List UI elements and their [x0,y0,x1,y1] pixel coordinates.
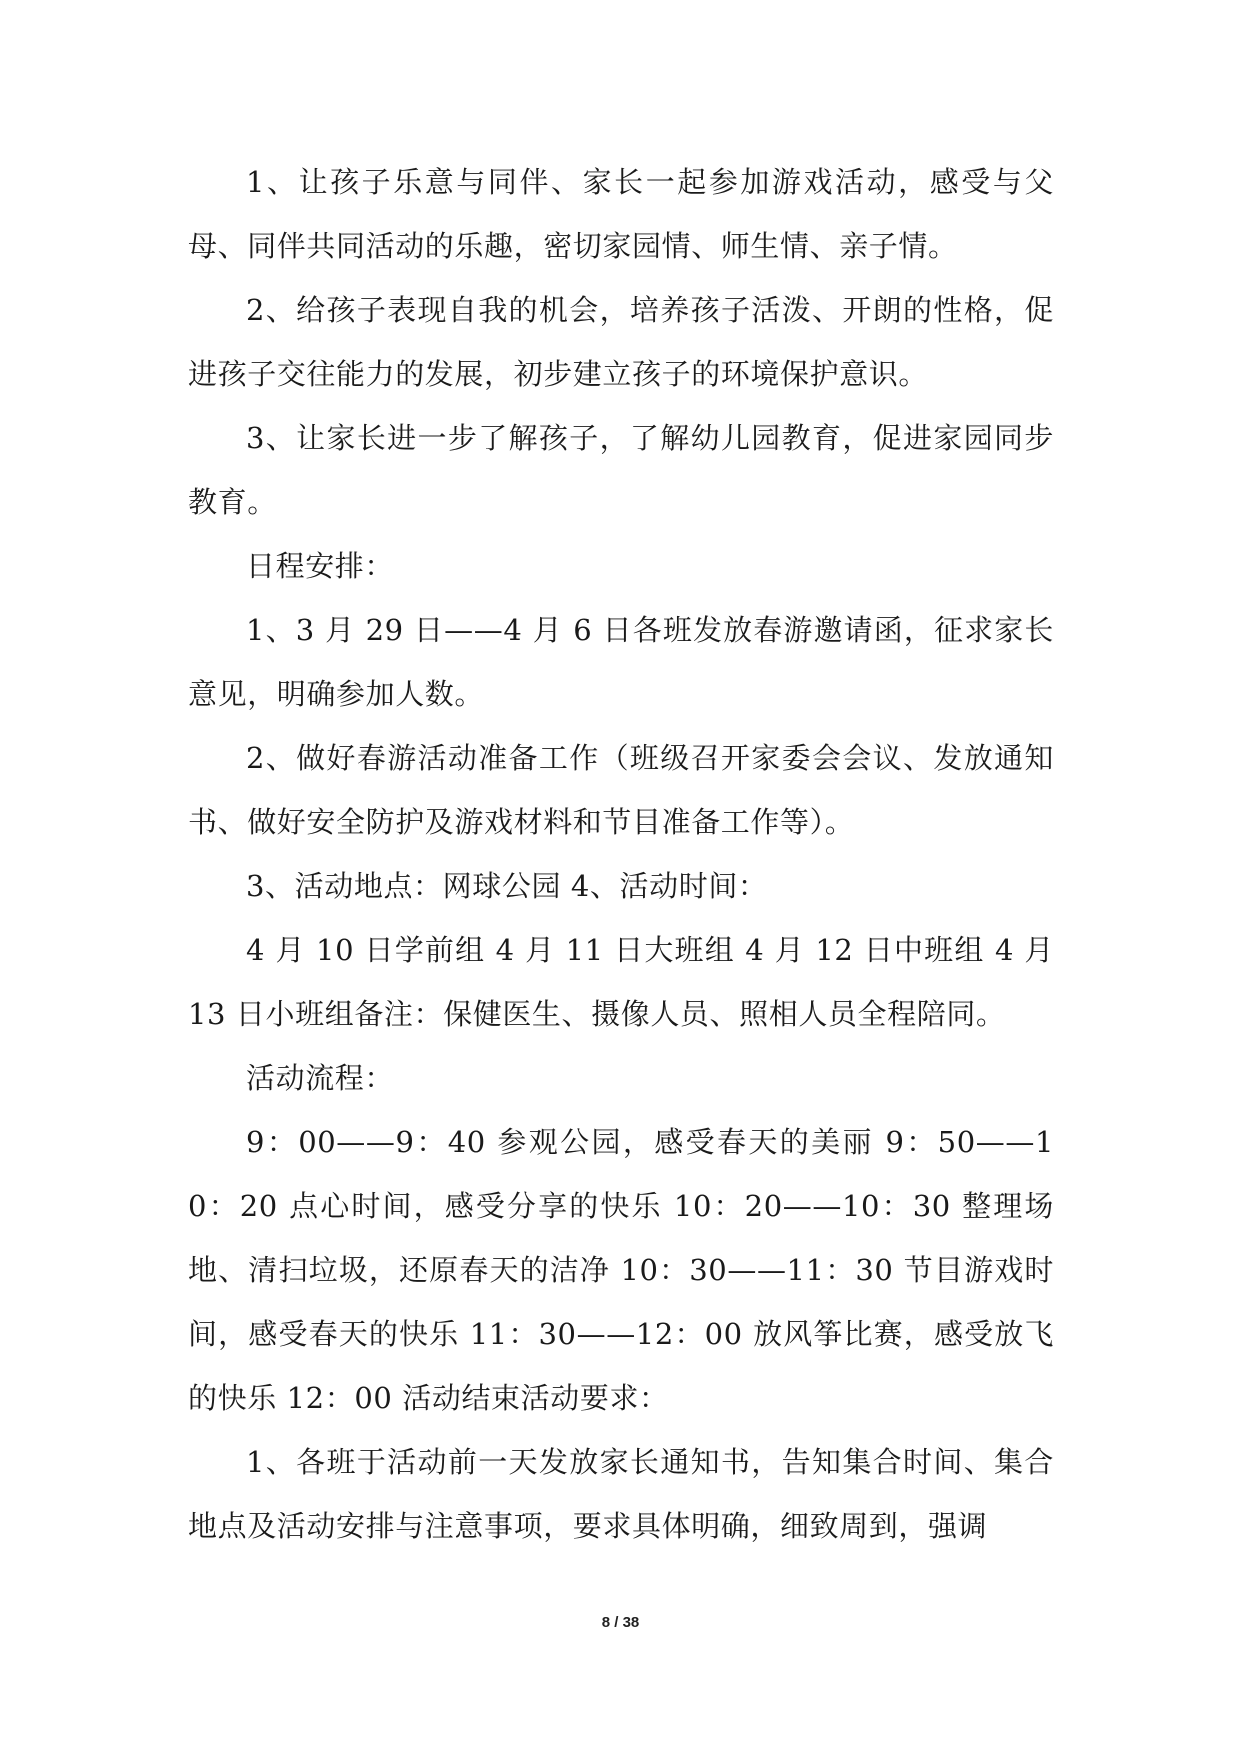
paragraph-goal-3: 3、让家长进一步了解孩子，了解幼儿园教育，促进家园同步教育。 [188,421,1054,519]
paragraph-schedule-1: 1、3 月 29 日——4 月 6 日各班发放春游邀请函，征求家长意见，明确参加人数。 [188,613,1054,711]
section-heading-schedule: 日程安排： [246,549,395,583]
paragraph-schedule-3: 3、活动地点：网球公园 4、活动时间： [246,869,768,903]
paragraph-requirement-1: 1、各班于活动前一天发放家长通知书，告知集合时间、集合地点及活动安排与注意事项，要求具体明确，细致周到，强调 [188,1445,1054,1543]
paragraph-goal-1: 1、让孩子乐意与同伴、家长一起参加游戏活动，感受与父母、同伴共同活动的乐趣，密切家园情、师生情、亲子情。 [188,165,1054,263]
paragraph-process-timeline: 9：00——9：40 参观公园，感受春天的美丽 9：50——10：20 点心时间，感受分享的快乐 10：20——10：30 整理场地、清扫垃圾，还原春天的洁净 10：30——11：30 节目游戏时间，感受春天的快乐 11：30——12：00 放风筝比赛，感受放飞的快乐 12：00 活动结束活动要求： [188,1125,1054,1415]
paragraph-schedule-dates: 4 月 10 日学前组 4 月 11 日大班组 4 月 12 日中班组 4 月 13 日小班组备注：保健医生、摄像人员、照相人员全程陪同。 [188,933,1054,1031]
document-body [188,150,1054,1558]
paragraph-schedule-2: 2、做好春游活动准备工作（班级召开家委会会议、发放通知书、做好安全防护及游戏材料和节目准备工作等）。 [188,741,1054,839]
section-heading-process: 活动流程： [246,1061,395,1095]
paragraph-goal-2: 2、给孩子表现自我的机会，培养孩子活泼、开朗的性格，促进孩子交往能力的发展，初步建立孩子的环境保护意识。 [188,293,1054,391]
page-number: 8 / 38 [601,1614,640,1631]
